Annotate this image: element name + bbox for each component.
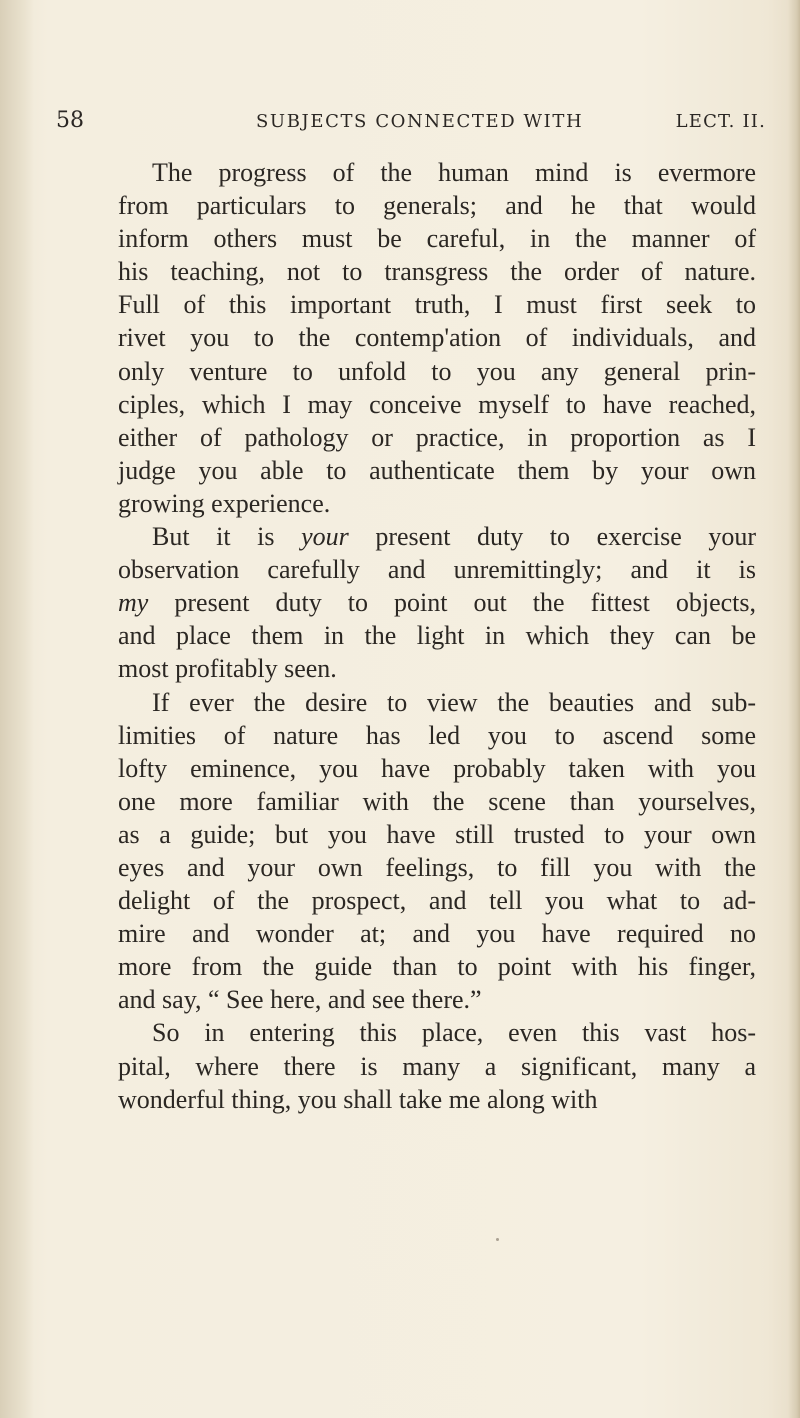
text-line: observation carefully and unremittingly; and it is bbox=[118, 555, 756, 585]
text-line: limities of nature has led you to ascend some bbox=[118, 720, 756, 750]
text-line: Full of this important truth, I must first seek to bbox=[118, 290, 756, 320]
text-line: wonderful thing, you shall take me along with bbox=[118, 1084, 598, 1114]
text-line bbox=[84, 586, 756, 619]
text-line: rivet you to the contemp'ation of individuals, and bbox=[118, 323, 756, 353]
text-line: judge you able to authenticate them by your own bbox=[118, 455, 756, 485]
text-line: growing experience. bbox=[118, 488, 331, 518]
text-line: and say, “ See here, and see there.” bbox=[118, 985, 482, 1015]
text-run: present duty to point out the fittest objects, bbox=[148, 588, 756, 618]
paragraph-4 bbox=[84, 1016, 756, 1115]
paragraph-3 bbox=[84, 686, 756, 1017]
text-line: one more familiar with the scene than yourselves, bbox=[118, 786, 756, 816]
text-line: mire and wonder at; and you have required no bbox=[118, 919, 756, 949]
text-line: his teaching, not to transgress the order of nature. bbox=[118, 257, 756, 287]
page-gutter-shadow bbox=[0, 0, 34, 1418]
running-head bbox=[56, 108, 766, 142]
text-line bbox=[84, 520, 756, 553]
text-line: lofty eminence, you have probably taken with you bbox=[118, 753, 756, 783]
paper-speck bbox=[496, 1238, 499, 1241]
text-line: delight of the prospect, and tell you what to ad- bbox=[118, 886, 756, 916]
text-line: If ever the desire to view the beauties and sub- bbox=[152, 687, 756, 717]
text-line: So in entering this place, even this vast hos- bbox=[152, 1018, 756, 1048]
italic-emphasis: your bbox=[301, 522, 349, 552]
running-head-lecture: LECT. II. bbox=[675, 111, 766, 132]
text-line: pital, where there is many a significant, many a bbox=[118, 1051, 756, 1081]
text-line: as a guide; but you have still trusted to your own bbox=[118, 819, 756, 849]
paragraph-1 bbox=[84, 156, 756, 520]
text-run: But it is bbox=[152, 522, 302, 552]
text-run: present duty to exercise your bbox=[348, 522, 756, 552]
running-head-title: SUBJECTS CONNECTED WITH bbox=[256, 111, 584, 132]
paragraph-2 bbox=[84, 520, 756, 685]
body-text bbox=[84, 156, 756, 1116]
page-number: 58 bbox=[56, 108, 84, 133]
text-line: The progress of the human mind is evermore bbox=[152, 158, 756, 187]
text-line: only venture to unfold to you any general prin- bbox=[118, 356, 756, 386]
text-line: and place them in the light in which they can be bbox=[118, 621, 756, 651]
text-line: more from the guide than to point with his finger, bbox=[118, 952, 756, 982]
italic-emphasis: my bbox=[118, 588, 149, 618]
text-line: either of pathology or practice, in proportion as I bbox=[118, 422, 756, 452]
text-line: inform others must be careful, in the manner of bbox=[118, 224, 756, 254]
text-line: ciples, which I may conceive myself to have reached, bbox=[118, 389, 756, 419]
text-line: from particulars to generals; and he that would bbox=[118, 191, 756, 221]
text-line: most profitably seen. bbox=[118, 654, 337, 684]
page-edge-shadow bbox=[788, 0, 800, 1418]
text-line: eyes and your own feelings, to fill you with the bbox=[118, 852, 756, 882]
